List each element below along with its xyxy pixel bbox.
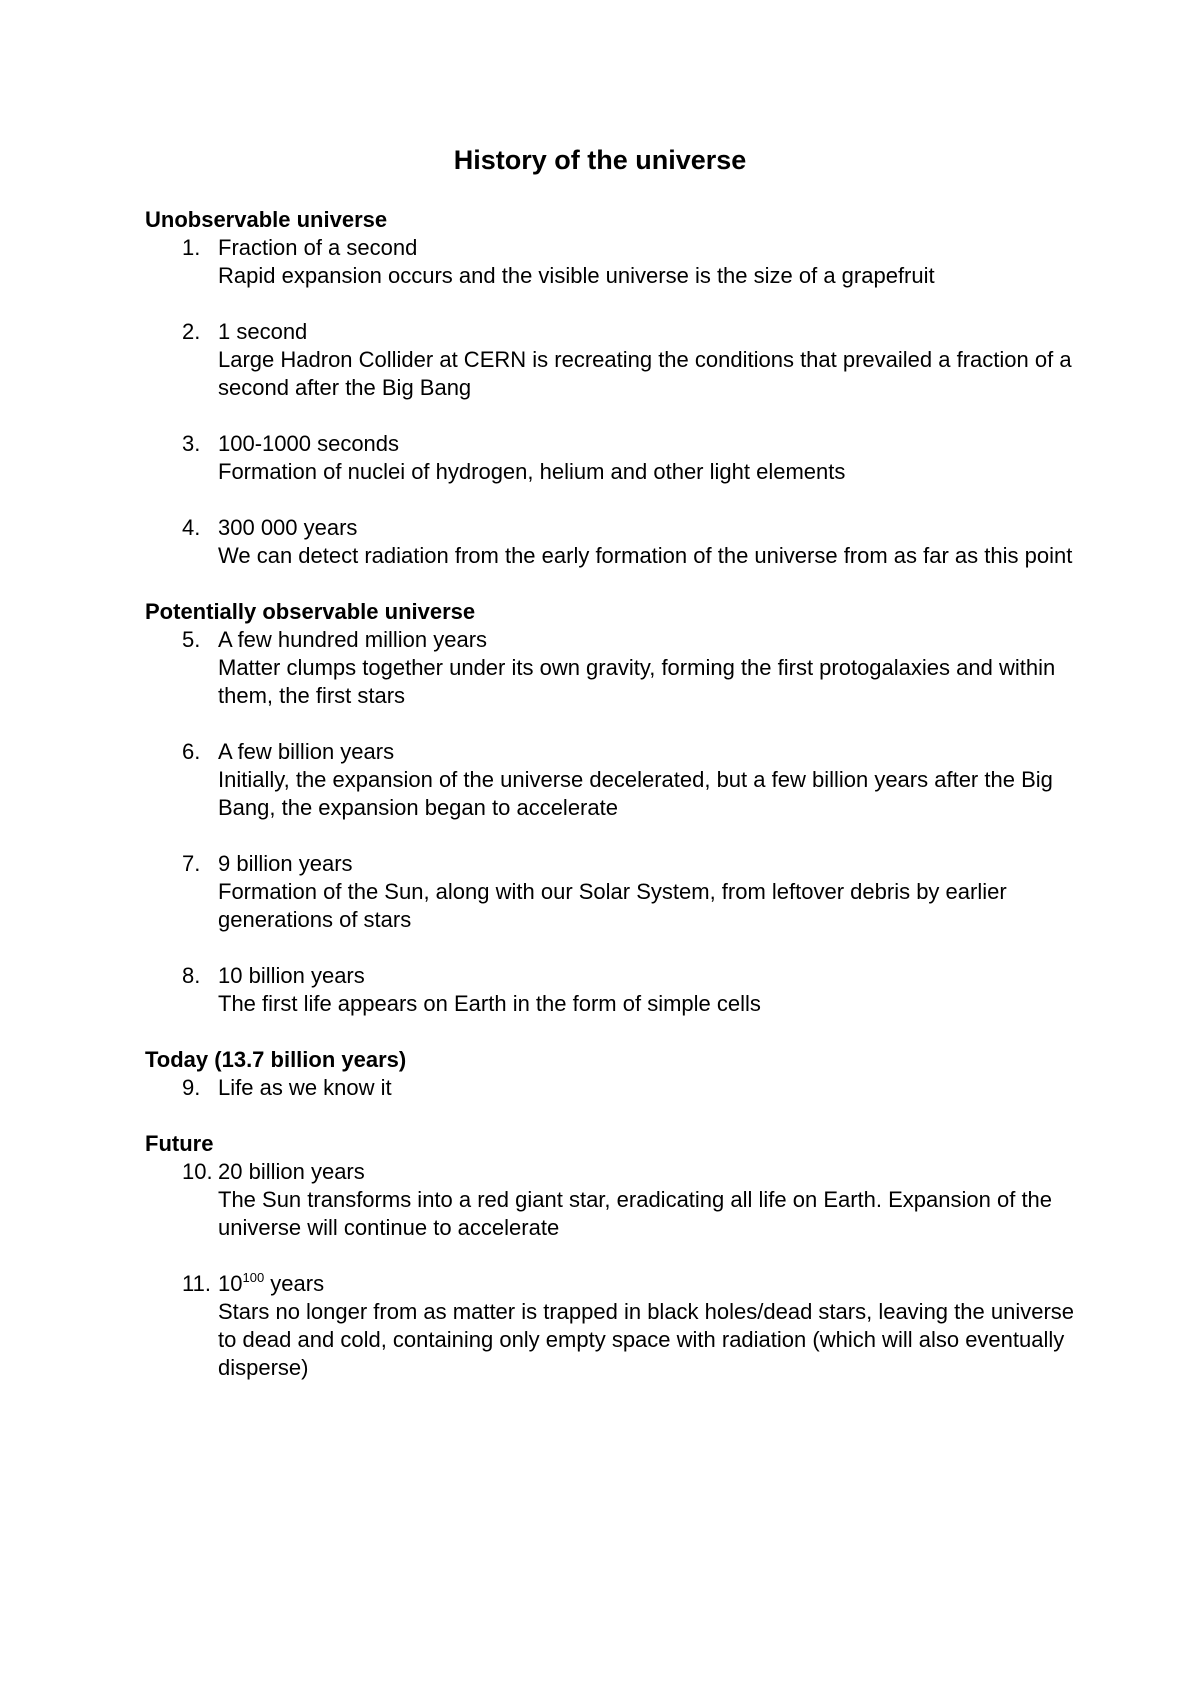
- section-heading: Today (13.7 billion years): [145, 1047, 407, 1072]
- item-time: 10 billion years: [218, 963, 365, 988]
- item-time: [218, 1270, 1075, 1298]
- list-item: [145, 850, 1075, 934]
- list-item: [145, 234, 1075, 290]
- item-time: Fraction of a second: [218, 235, 418, 260]
- item-time: 9 billion years: [218, 851, 353, 876]
- section-today: [145, 1046, 1075, 1102]
- item-number: 3.: [182, 431, 201, 456]
- list-item: [145, 738, 1075, 822]
- section-unobservable-universe: [145, 206, 1075, 570]
- item-description: Formation of nuclei of hydrogen, helium and other light elements: [218, 459, 846, 484]
- item-description: Stars no longer from as matter is trapped in black holes/dead stars, leaving the universe to dead and cold, containing only empty space with radiation (which will also eventually disperse): [218, 1299, 1075, 1380]
- document-body: [145, 206, 1075, 1382]
- item-description: Formation of the Sun, along with our Solar System, from leftover debris by earlier generations of stars: [218, 879, 1007, 932]
- item-number: 11.: [182, 1271, 211, 1296]
- section-heading: Potentially observable universe: [145, 599, 476, 624]
- section-spacer: [145, 1102, 1075, 1130]
- list-item: [145, 626, 1075, 710]
- item-number: 6.: [182, 739, 201, 764]
- item-description: Matter clumps together under its own gravity, forming the first protogalaxies and within them, the first stars: [218, 655, 1056, 708]
- item-number: 8.: [182, 963, 201, 988]
- section-spacer: [145, 1018, 1075, 1046]
- section-future: [145, 1130, 1075, 1382]
- item-time: Life as we know it: [218, 1075, 392, 1100]
- list-item: [145, 1074, 1075, 1102]
- item-time: A few billion years: [218, 739, 395, 764]
- list-item: [145, 430, 1075, 486]
- item-description: The first life appears on Earth in the form of simple cells: [218, 991, 761, 1016]
- section-potentially-observable-universe: [145, 598, 1075, 1018]
- item-time: 1 second: [218, 319, 308, 344]
- list-item: [145, 1270, 1075, 1382]
- section-heading: Future: [145, 1131, 214, 1156]
- item-time: 20 billion years: [218, 1159, 365, 1184]
- item-number: 5.: [182, 627, 201, 652]
- page-title: History of the universe: [453, 145, 747, 175]
- time-exponent: 100: [242, 1270, 265, 1285]
- item-number: 1.: [182, 235, 201, 260]
- item-description: The Sun transforms into a red giant star, eradicating all life on Earth. Expansion of the universe will continue to accelerate: [218, 1187, 1053, 1240]
- item-number: 2.: [182, 319, 201, 344]
- item-description: Rapid expansion occurs and the visible universe is the size of a grapefruit: [218, 263, 935, 288]
- item-number: 4.: [182, 515, 201, 540]
- time-suffix: years: [264, 1271, 325, 1296]
- item-number: 7.: [182, 851, 201, 876]
- list-item: [145, 318, 1075, 402]
- item-number: 9.: [182, 1075, 201, 1100]
- item-time: 100-1000 seconds: [218, 431, 400, 456]
- item-description: Initially, the expansion of the universe decelerated, but a few billion years after the Big Bang, the expansion began to accelerate: [218, 767, 1053, 820]
- item-description: Large Hadron Collider at CERN is recreating the conditions that prevailed a fraction of a second after the Big Bang: [218, 347, 1072, 400]
- item-time: 300 000 years: [218, 515, 358, 540]
- section-heading: Unobservable universe: [145, 207, 388, 232]
- list-item: [145, 962, 1075, 1018]
- section-spacer: [145, 570, 1075, 598]
- list-item: [145, 1158, 1075, 1242]
- item-time: A few hundred million years: [218, 627, 488, 652]
- time-base: 10: [218, 1271, 243, 1296]
- item-number: 10.: [182, 1159, 213, 1184]
- item-description: We can detect radiation from the early formation of the universe from as far as this point: [218, 543, 1073, 568]
- list-item: [145, 514, 1075, 570]
